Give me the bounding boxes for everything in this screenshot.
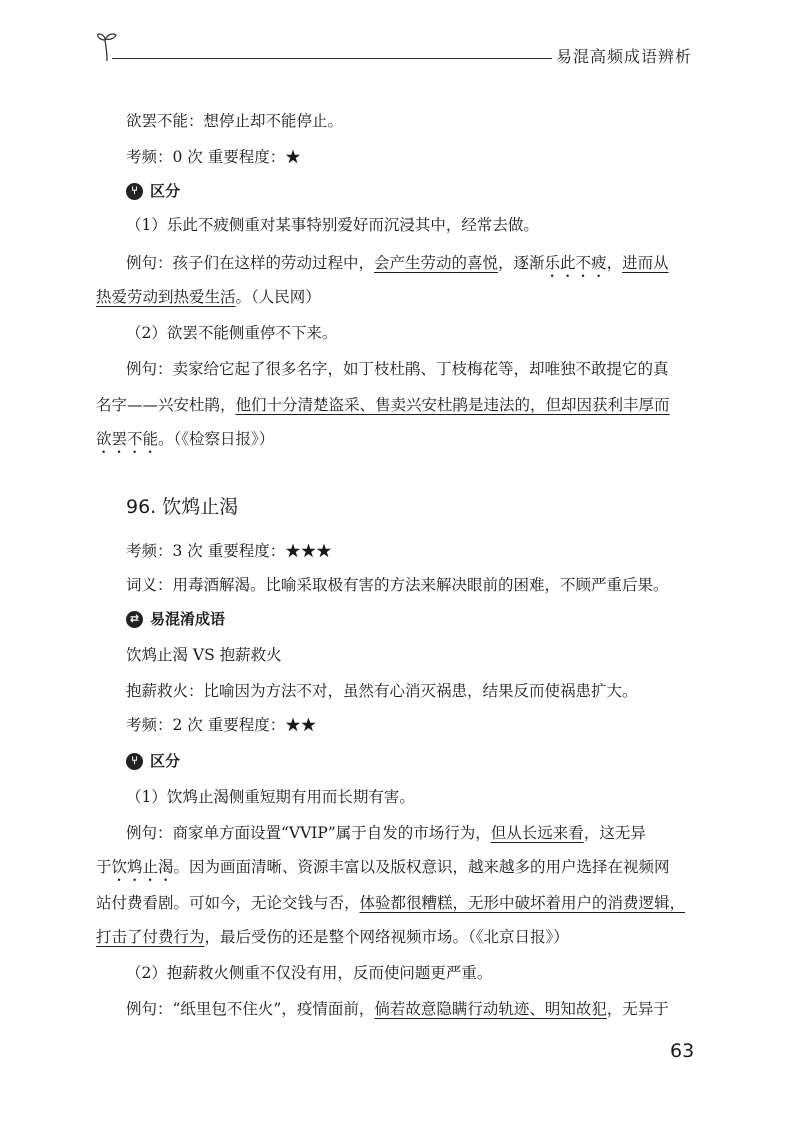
fork-icon: ⑂ xyxy=(126,753,143,770)
entry-title: 96. 饮鸩止渴 xyxy=(126,496,239,518)
meaning-line: 词义：用毒酒解渴。比喻采取极有害的方法来解决眼前的困难，不顾严重后果。 xyxy=(126,576,669,594)
distinction-item-2: （2）抱薪救火侧重不仅没有用，反而使问题更严重。 xyxy=(126,964,493,982)
example-line: 例句：孩子们在这样的劳动过程中，会产生劳动的喜悦，逐渐乐此不疲，进而从 xyxy=(126,254,669,272)
page-header xyxy=(0,0,800,70)
fork-icon: ⑂ xyxy=(126,183,143,200)
example-line: 站付费看剧。可如今，无论交钱与否，体验都很糟糕，无形中破坏着用户的消费逻辑， xyxy=(96,894,686,912)
example-line: 打击了付费行为，最后受伤的还是整个网络视频市场。（《北京日报》） xyxy=(96,928,569,946)
header-title: 易混高频成语辨析 xyxy=(556,47,693,66)
frequency-line: 考频：0 次 重要程度：★ xyxy=(126,148,301,166)
vs-line: 饮鸩止渴 VS 抱薪救火 xyxy=(126,646,282,664)
distinction-item-1: （1）饮鸩止渴侧重短期有用而长期有害。 xyxy=(126,788,415,806)
example-line: 例句：“纸里包不住火”，疫情面前，倘若故意隐瞒行动轨迹、明知故犯，无异于 xyxy=(126,1000,669,1018)
confusable-heading xyxy=(126,608,225,630)
sprout-icon xyxy=(96,28,118,62)
distinction-heading xyxy=(126,750,180,772)
frequency-line: 考频：2 次 重要程度：★★ xyxy=(126,716,317,734)
confusable-heading-text: 易混淆成语 xyxy=(150,610,226,628)
definition-line: 抱薪救火：比喻因为方法不对，虽然有心消灭祸患，结果反而使祸患扩大。 xyxy=(126,682,638,700)
distinction-item-1: （1）乐此不疲侧重对某事特别爱好而沉浸其中，经常去做。 xyxy=(126,216,539,234)
example-line: 名字——兴安杜鹃，他们十分清楚盗采、售卖兴安杜鹃是违法的，但却因获利丰厚而 xyxy=(96,396,670,414)
distinction-heading xyxy=(126,180,180,202)
distinction-item-2: （2）欲罢不能侧重停不下来。 xyxy=(126,324,338,342)
frequency-line: 考频：3 次 重要程度：★★★ xyxy=(126,542,332,560)
example-line: 于饮鸩止渴。因为画面清晰、资源丰富以及版权意识，越来越多的用户选择在视频网 xyxy=(96,858,670,876)
definition-line: 欲罢不能：想停止却不能停止。 xyxy=(126,112,344,130)
example-line: 欲罢不能。（《检察日报》） xyxy=(96,430,275,448)
distinction-heading-text: 区分 xyxy=(150,752,181,770)
page-number: 63 xyxy=(670,1040,695,1062)
swap-icon: ⇄ xyxy=(126,611,143,628)
header-rule xyxy=(112,58,552,59)
example-line: 例句：商家单方面设置“VVIP”属于自发的市场行为，但从长远来看，这无异 xyxy=(126,824,646,842)
distinction-heading-text: 区分 xyxy=(150,182,181,200)
example-line: 例句：卖家给它起了很多名字，如丁枝杜鹃、丁枝梅花等，却唯独不敢提它的真 xyxy=(126,360,669,378)
example-line: 热爱劳动到热爱生活。（人民网） xyxy=(96,288,321,306)
